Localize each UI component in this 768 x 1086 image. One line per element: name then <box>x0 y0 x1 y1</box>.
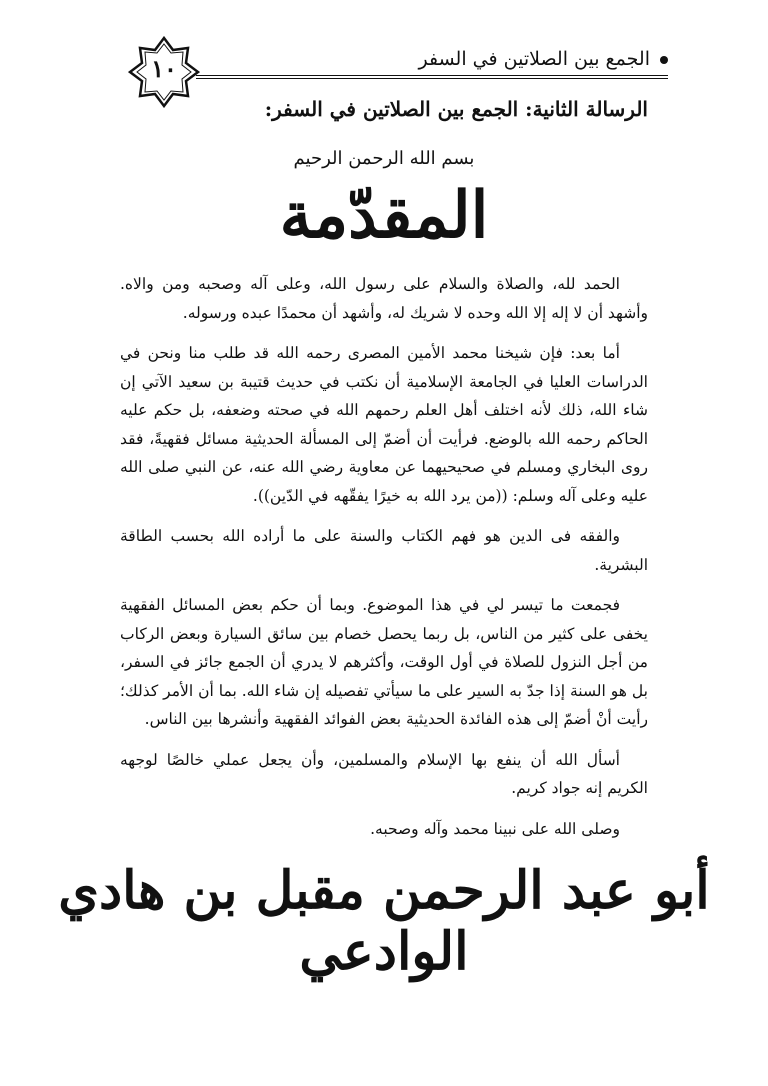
page-header <box>108 36 668 96</box>
paragraph: أما بعد: فإن شيخنا محمد الأمين المصرى رحمه الله قد طلب منا ونحن في الدراسات العليا في الجامعة الإسلامية أن نكتب في حديث قتيبة بن سعيد الآتي إن شاء الله، ذلك لأنه اختلف أهل العلم رحمهم الله في صحته وضعفه، بل حكم عليه الحاكم رحمه الله بالوضع. فرأيت أن أضمّ إلى المسألة الحديثية مسائل فقهيةً، فقد روى البخاري ومسلم في صحيحيهما عن معاوية رضي الله عنه، عن النبي صلى الله عليه وعلى آله وسلم: ((من يرد الله به خيرًا يفقّهه في الدّين)). <box>120 344 648 505</box>
paragraph: وصلى الله على نبينا محمد وآله وصحبه. <box>370 819 620 838</box>
header-rule <box>196 75 668 79</box>
bullet-icon <box>660 56 668 64</box>
page-number: ١٠ <box>151 54 177 83</box>
paragraph: فجمعت ما تيسر لي في هذا الموضوع. وبما أن حكم بعض المسائل الفقهية يخفى على كثير من الناس، بل ربما يحصل خصام بين سائق السيارة وبعض الركاب من أجل النزول للصلاة في أول الوقت، وأكثرهم لا يدري أن الجمع جائز في السفر، بل هو السنة إذا جدّ به السير على ما سيأتي تفصيله إن شاء الله. بما أن الأمر كذلك؛ رأيت أنْ أضمّ إلى هذه الفائدة الحديثية بعض الفوائد الفقهية وأنشرها بين الناس. <box>120 596 648 728</box>
introduction-heading: المقدّمة <box>279 178 489 253</box>
running-title: الجمع بين الصلاتين في السفر <box>418 48 650 70</box>
basmala: بسم الله الرحمن الرحيم <box>293 148 475 169</box>
paragraph: الحمد لله، والصلاة والسلام على رسول الله، وعلى آله وصحبه ومن والاه. وأشهد أن لا إله إلا الله وحده لا شريك له، وأشهد أن محمدًا عبده ورسوله. <box>120 275 648 322</box>
paragraph: والفقه فى الدين هو فهم الكتاب والسنة على ما أراده الله بحسب الطاقة البشرية. <box>120 527 648 574</box>
author-signature: أبو عبد الرحمن مقبل بن هادي الوادعي <box>58 860 710 982</box>
page-number-badge <box>128 36 200 108</box>
body-text <box>120 270 648 855</box>
paragraph: أسأل الله أن ينفع بها الإسلام والمسلمين، وأن يجعل عملي خالصًا لوجهه الكريم إنه جواد كريم. <box>120 750 648 797</box>
letter-title: الرسالة الثانية: الجمع بين الصلاتين في السفر: <box>264 97 648 121</box>
